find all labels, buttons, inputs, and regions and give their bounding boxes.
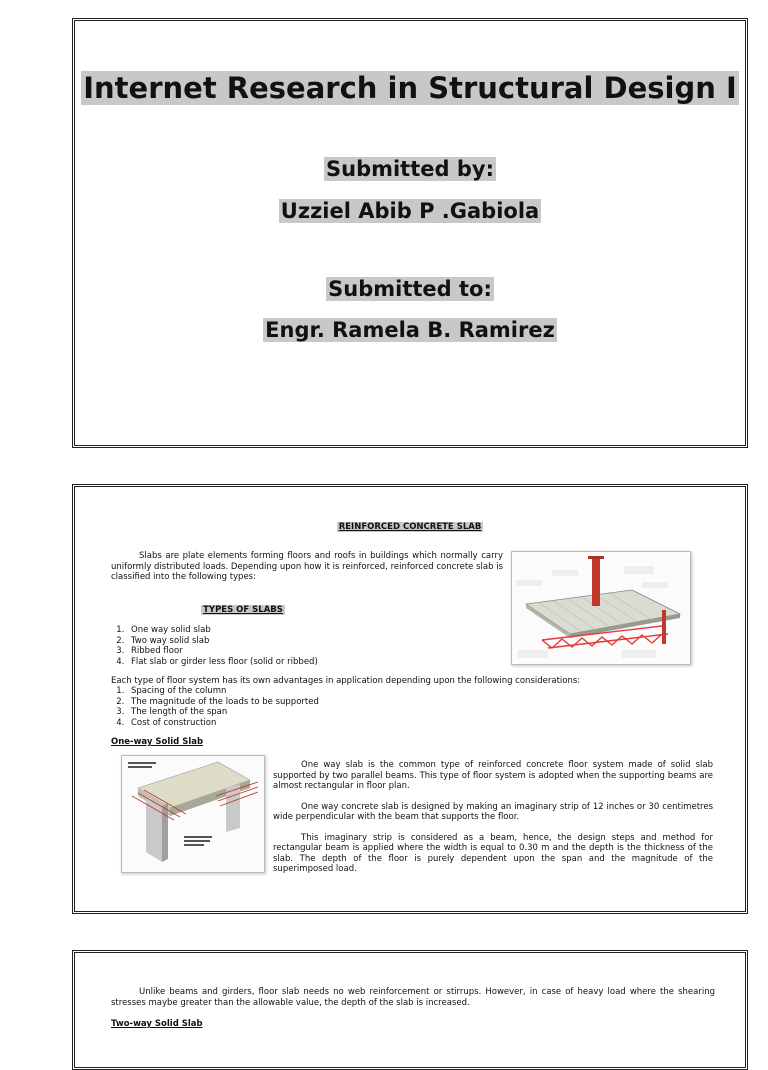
slab-type-item: 3. Ribbed floor [127, 646, 507, 657]
intro-paragraph: Slabs are plate elements forming floors and roofs in buildings which normally carry uniformly distributed loads. Depending upon how it is reinforced, reinforced concrete slab is classified into the following types: [111, 551, 503, 582]
slab-type-item: 1. One way solid slab [127, 625, 507, 636]
one-way-slab-figure [121, 755, 265, 873]
considerations-list [89, 686, 527, 728]
floor-framing-figure [511, 551, 691, 665]
shear-paragraph: Unlike beams and girders, floor slab needs no web reinforcement or stirrups. However, in case of heavy load where the shearing stresses maybe greater than the allowable value, the depth of the slab is increased. [111, 987, 715, 1008]
consideration-item: 2. The magnitude of the loads to be supported [127, 697, 527, 708]
section-heading: REINFORCED CONCRETE SLAB [338, 522, 482, 532]
consideration-item: 4. Cost of construction [127, 718, 527, 729]
types-heading: TYPES OF SLABS [203, 605, 283, 615]
document-title: Internet Research in Structural Design I [83, 71, 737, 105]
content-page-2 [72, 950, 748, 1070]
floor-framing-illustration [512, 552, 690, 664]
content-page-1 [72, 484, 748, 914]
submitted-by-label: Submitted by: [326, 157, 494, 181]
consideration-item: 1. Spacing of the column [127, 686, 527, 697]
oneway-heading: One-way Solid Slab [111, 737, 204, 747]
submitted-by-name: Uzziel Abib P .Gabiola [280, 199, 540, 223]
submitted-to-name: Engr. Ramela B. Ramirez [265, 318, 555, 342]
considerations-intro: Each type of floor system has its own advantages in application depending upon the following considerations: [111, 676, 581, 686]
submitted-to-label: Submitted to: [328, 277, 492, 301]
slab-type-item: 4. Flat slab or girder less floor (solid or ribbed) [127, 657, 507, 668]
oneway-paragraph-1: One way slab is the common type of reinforced concrete floor system made of solid slab supported by two parallel beams. This type of floor system is adopted when the supporting beams are almost rectangular in floor plan. One way concrete slab is designed by making an imaginary strip of 12 inches or 30 centimetres wide perpendicular with the beam that supports the floor. This imaginary strip is considered as a beam, hence, the design steps and method for rectangular beam is applied where the width is equal to 0.30 m and the depth is the thickness of the slab. The depth of the floor is purely dependent upon the span and the magnitude of the superimposed load. [273, 760, 713, 874]
one-way-slab-illustration [122, 756, 264, 872]
twoway-heading: Two-way Solid Slab [111, 1019, 203, 1029]
cover-page [72, 18, 748, 448]
slab-type-item: 2. Two way solid slab [127, 636, 507, 647]
types-of-slabs-list [89, 625, 507, 667]
consideration-item: 3. The length of the span [127, 707, 527, 718]
